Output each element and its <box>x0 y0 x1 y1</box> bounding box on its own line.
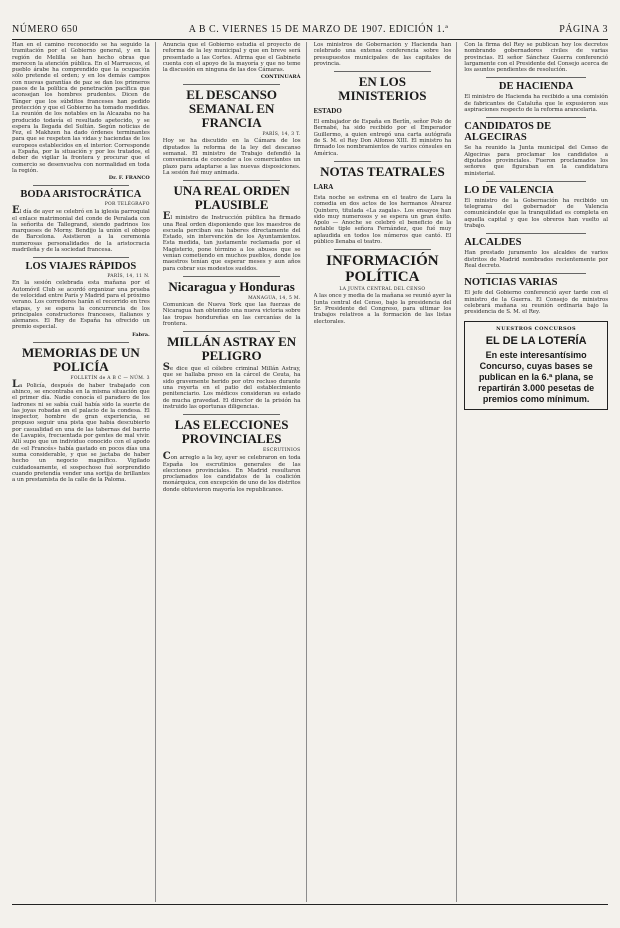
article <box>12 42 150 181</box>
box-line: premios como mínimum. <box>482 394 590 405</box>
article-signature: Dr. F. FRANCO <box>108 175 150 182</box>
article-body: La Policía, después de haber trabajado con ahinco, se encontraba en la misma situación que el primer día. Nadie conocía el paradero de los ladrones ni se sabía cuál había sido la suerte de las joyas robadas en el palacio de la condesa. El inspector, hombre de gran experiencia, se propuso seguir una pista que había descubierto por casualidad en una de las tabernas del barrio de Lavapiés, frecuentada por gentes de mal vivir. Allí supo que un individuo conocido con el apodo de «el Francés» había gastado en pocos días una suma considerable, y que se jactaba de haber hecho un negocio magnífico. Vigilado cuidadosamente, el sospechoso fué sorprendido cuando pretendía vender una sortija de brillantes a un prestamista de la calle de la Paloma. <box>12 378 150 484</box>
column-4 <box>464 42 608 902</box>
box-kicker: NUESTROS CONCURSOS <box>496 326 577 333</box>
separator <box>183 331 279 332</box>
lottery-contest-box <box>464 321 608 410</box>
article-dateline: PARÍS, 14, 3 T. <box>262 132 301 138</box>
article-body: Con la firma del Rey se publican hoy los decretos nombrando gobernadores civiles de varias provincias. El señor Sánchez Guerra conferenció largamente con el Presidente del Consejo acerca de los asuntos pendientes de resolución. <box>464 42 608 74</box>
issue-number: NÚMERO 650 <box>12 24 78 35</box>
article <box>163 184 301 272</box>
article <box>314 165 452 245</box>
article-dateline: ESTADO <box>313 107 342 116</box>
separator <box>486 117 587 118</box>
separator <box>334 71 430 72</box>
article <box>314 253 452 324</box>
column-2 <box>163 42 307 902</box>
box-line: En este interesantísimo <box>485 350 587 361</box>
article-dateline: MANAGUA, 14, 5 M. <box>248 295 301 301</box>
article <box>12 189 150 253</box>
article-body: Comunican de Nueva York que las fuerzas de Nicaragua han obtenido una nueva victoria sobre las tropas hondureñas en las cercanías de la frontera. <box>162 301 301 327</box>
article-headline: EL DESCANSO SEMANAL EN FRANCIA <box>186 87 277 131</box>
article <box>163 42 301 80</box>
article-body: Se ha reunido la Junta municipal del Censo de Algeciras para proclamar los candidatos a diputados provinciales. Fueron proclamados los señores que figuraban en la candidatura ministerial. <box>464 145 608 177</box>
article-body: Han prestado juramento los alcaldes de varios distritos de Madrid nombrados recientemente por Real decreto. <box>464 250 608 269</box>
article-body: El día de ayer se celebró en la iglesia parroquial el enlace matrimonial del conde de Peralada con la señorita de Tallegrand, siendo padrinos los marqueses de Morny. Bendijo la unión el obispo de Barcelona. Asistieron a la ceremonia numerosas personalidades de la aristocracia madrileña y de la sociedad francesa. <box>12 205 150 254</box>
header-rule <box>12 39 608 40</box>
article-headline: EN LOS MINISTERIOS <box>338 74 427 104</box>
article-body: El ministro de la Gobernación ha recibido un telegrama del gobernador de Valencia comunicándole que la tranquilidad es completa en aquella capital y que los obreros han vuelto al trabajo. <box>464 197 608 230</box>
article-dateline: PARÍS, 14, 11 N. <box>107 274 150 280</box>
article-signature: CONTINUARÁ <box>260 74 301 81</box>
article <box>314 42 452 67</box>
article <box>464 277 608 315</box>
separator <box>334 161 430 162</box>
article-body: Han en el camino reconocido se ha seguido la tramitación por el Gobierno general, y en la región de Melilla se han hecho obras que merecen la atención pública. En el Marruecos, el pueblo árabe ha comprendido que la ocupación sólo pretende el orden; y en los demás campos con nuevas garantías de paz se dan los primeros pasos de la política de penetración pacífica que aconsejan los hombres prudentes. Dicen de Tánger que los súbditos franceses han pedido protección y que el Gobierno ha tomado medidas. La reunión de los notables en la Alcazaba no ha producido todavía el resultado apetecido, y se espera la llegada del Sultán. Según noticias de Fez, el Makhzen ha dado órdenes terminantes para que se respeten las vidas y haciendas de los europeos establecidos en el interior. Corresponde a España, por la situación y por los tratados, el deber de vigilar la frontera y procurar que el comercio se desenvuelva con normalidad en toda la región. <box>12 42 150 174</box>
box-line: publican en la 6.ª plana, se <box>478 372 594 383</box>
date-edition: A B C. VIERNES 15 DE MARZO DE 1907. EDICIÓN 1.ª <box>188 24 449 35</box>
article <box>464 81 608 113</box>
article <box>163 280 301 327</box>
article-headline: MEMORIAS DE UN POLICÍA <box>22 344 140 374</box>
article-body: El ministro de Instrucción pública ha firmado una Real orden disponiendo que los maestros de escuela perciban sus haberes directamente del Estado, sin intervención de los Ayuntamientos. Esta medida, tan justamente reclamada por el Magisterio, pone término a los abusos que se venían cometiendo en muchos pueblos, donde los maestros tenían que esperar meses y aun años para cobrar sus modestos sueldos. <box>162 211 301 272</box>
separator <box>486 77 587 78</box>
article <box>163 88 301 176</box>
article <box>464 237 608 269</box>
article <box>464 185 608 229</box>
column-1 <box>12 42 156 902</box>
article-headline: Nicaragua y Honduras <box>168 278 295 294</box>
article <box>163 335 301 410</box>
article-headline: INFORMACIÓN POLÍTICA <box>326 253 439 286</box>
article-headline: BODA ARISTOCRÁTICA <box>20 189 142 201</box>
article <box>163 418 301 493</box>
article-body: Esta noche se estrena en el teatro de Lara la comedia en dos actos de los hermanos Álvarez Quintero, titulada «La zagala». Los ensayos han sido muy numerosos y se espera un gran éxito. Apolo — Anoche se celebró el beneficio de la notable tiple señora Fernández, que fué muy aplaudida en todos los números que cantó. El público llenaba el teatro. <box>313 194 452 246</box>
article-body: A las once y media de la mañana se reunió ayer la Junta central del Censo, bajo la presidencia del Sr. Presidente del Congreso, para ultimar los trabajos relativos a la formación de las listas electorales. <box>313 293 452 325</box>
article-body: En la sesión celebrada esta mañana por el Automóvil Club se acordó organizar una prueba de velocidad entre París y Madrid para el próximo verano. Los corredores harán el recorrido en tres etapas, y se espera la concurrencia de los principales constructores franceses, italianos y alemanes. El Rey de España ha ofrecido un premio especial. <box>12 280 150 331</box>
article-headline: UNA REAL ORDEN PLAUSIBLE <box>173 183 290 213</box>
box-line: Concurso, cuyas bases se <box>479 361 593 372</box>
footer-rule <box>12 904 608 905</box>
article-headline: NOTICIAS VARIAS <box>464 277 558 289</box>
article <box>314 75 452 157</box>
article-body: El ministro de Hacienda ha recibido a una comisión de fabricantes de Cataluña que le expusieron sus aspiraciones respecto de la reforma arancelaria. <box>464 94 608 114</box>
page-header <box>12 24 608 40</box>
separator <box>183 276 279 277</box>
article-headline: ALCALDES <box>464 237 522 249</box>
box-line: repartirán 3.000 pesetas de <box>478 383 595 394</box>
article-headline: LOS VIAJES RÁPIDOS <box>25 261 137 273</box>
article <box>12 261 150 337</box>
page-number: PÁGINA 3 <box>559 24 608 35</box>
separator <box>486 233 587 234</box>
article <box>12 346 150 484</box>
separator <box>33 342 129 343</box>
article-body: Con arreglo a la ley, ayer se celebraron en toda España los escrutinios generales de las elecciones provinciales. En Madrid resultaron proclamados los candidatos de la coalición monárquica, con excepción de uno de los distritos donde obtuvieron mayoría los republicanos. <box>162 451 301 493</box>
article-body: Los ministros de Gobernación y Hacienda han celebrado una extensa conferencia sobre los presupuestos municipales de las capitales de provincia. <box>313 42 452 67</box>
article-body: El embajador de España en Berlín, señor Polo de Bernabé, ha sido recibido por el Emperador Guillermo, a quien entregó una carta autógrafa de S. M. el Rey Don Alfonso XIII. El ministro ha firmado los nombramientos de varios cónsules en América. <box>313 119 452 157</box>
article-dateline: FOLLETÍN de A B C — NÚM. 3 <box>70 375 150 381</box>
article-headline: LAS ELECCIONES PROVINCIALES <box>174 417 289 447</box>
article-headline: CANDIDATOS DE ALGECIRAS <box>464 121 552 144</box>
article-headline: NOTAS TEATRALES <box>320 163 445 179</box>
article-body: Hoy se ha discutido en la Cámara de los diputados la reforma de la ley del descanso semanal. El ministro de Trabajo defendió la conveniencia de conceder a los comerciantes un plazo para adaptarse a las nuevas disposiciones. La sesión fué muy animada. <box>162 138 301 176</box>
article-headline: LO DE VALENCIA <box>464 184 554 196</box>
separator <box>486 181 587 182</box>
article-dateline: POR TELÉGRAFO <box>104 202 150 208</box>
article-dateline: ESCRUTINIOS <box>262 448 301 454</box>
separator <box>183 180 279 181</box>
article-headline: MILLÁN ASTRAY EN PELIGRO <box>167 334 297 364</box>
article-signature: Fabra. <box>132 331 150 338</box>
article-body: El jefe del Gobierno conferenció ayer tarde con el ministro de la Guerra. El Consejo de ministros celebrará mañana su reunión ordinaria bajo la presidencia de S. M. el Rey. <box>464 290 608 316</box>
separator <box>183 414 279 415</box>
separator <box>486 273 587 274</box>
article-body: Se dice que el célebre criminal Millán Astray, que se hallaba preso en la cárcel de Ceuta, ha sido gravemente herido por otro recluso durante una reyerta en el patio del establecimiento penitenciario. Los médicos consideran su estado de mucha gravedad. El director de la prisión ha instruido las oportunas diligencias. <box>162 362 301 410</box>
article-dateline: LA JUNTA CENTRAL DEL CENSO <box>339 287 426 293</box>
box-title: EL DE LA LOTERÍA <box>485 335 587 348</box>
separator <box>334 249 430 250</box>
article-dateline: LARA <box>313 182 334 191</box>
separator <box>33 185 129 186</box>
separator <box>33 257 129 258</box>
article <box>464 121 608 176</box>
article <box>464 42 608 73</box>
separator <box>183 84 279 85</box>
article-headline: DE HACIENDA <box>498 81 574 93</box>
column-3 <box>314 42 458 902</box>
column-grid <box>12 42 608 902</box>
article-body: Anuncia que el Gobierno estudia el proyecto de reforma de la ley municipal y que en breve será presentado a las Cortes. Afirma que el Gabinete cuenta con el apoyo de la mayoría y que no teme la discusión en ninguna de las dos Cámaras. <box>162 42 301 74</box>
